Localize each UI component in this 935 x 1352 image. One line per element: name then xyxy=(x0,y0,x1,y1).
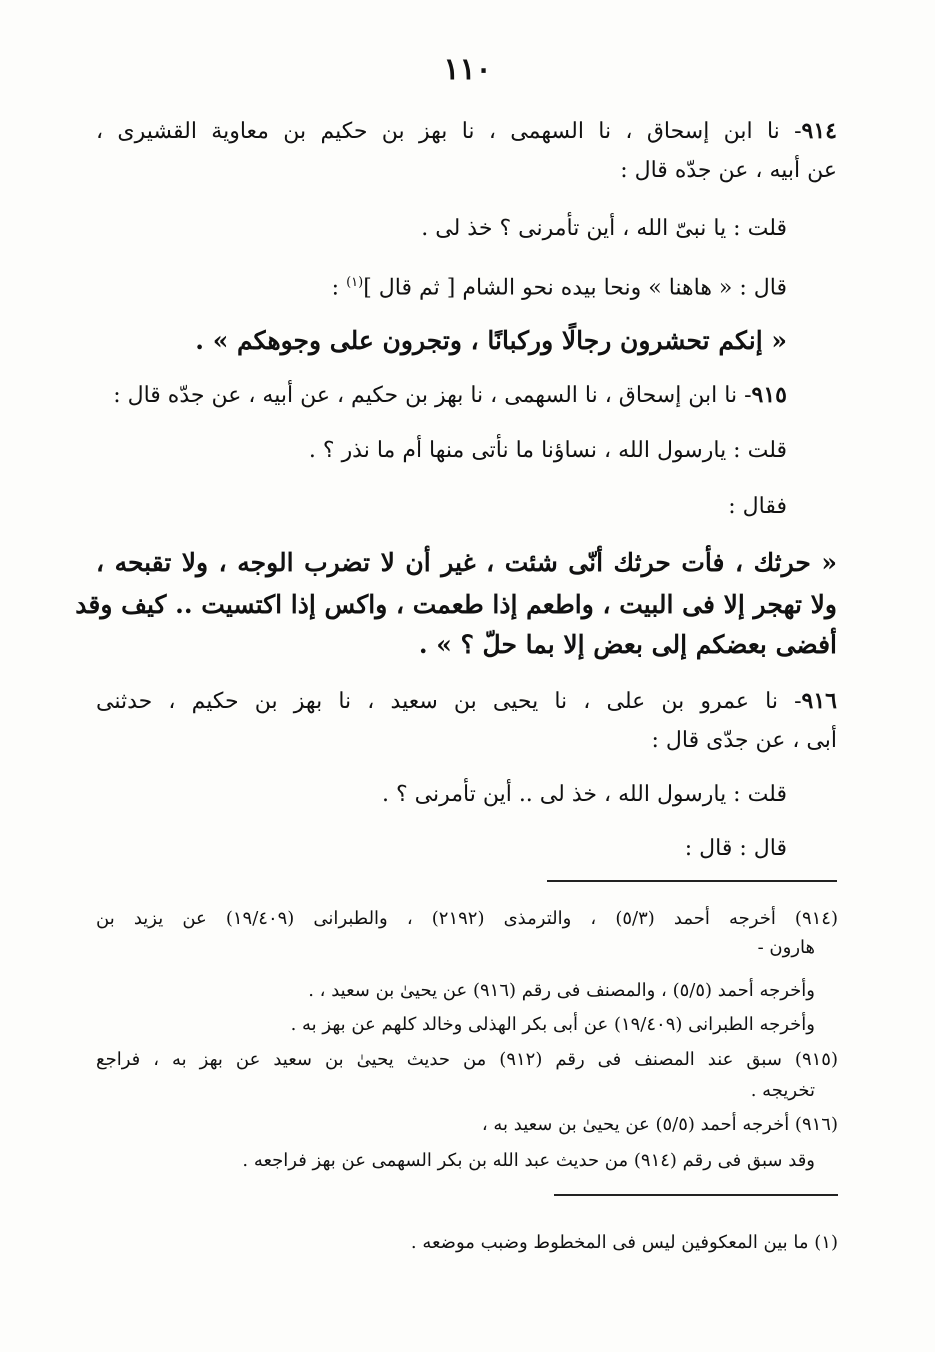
takhrij-line-4: وأخرجه الطبرانى (١٩/٤٠٩) عن أبى بكر الهذلى وخالد كلهم عن بهز به . xyxy=(290,1014,815,1035)
hadith-915-said: فقال : xyxy=(728,494,787,519)
hadith-915-prophetic-text-3: أفضى بعضكم إلى بعض إلا بما حلّ ؟ » . xyxy=(418,630,837,659)
hadith-915-line-1: ٩١٥- نا ابن إسحاق ، نا السهمى ، نا بهز بن حكيم ، عن أبيه ، عن جدّه قال : xyxy=(113,382,787,408)
hadith-915-prophetic-text-2: ولا تهجر إلا فى البيت ، واطعم إذا طعمت ، واكس إذا اكتسيت .. كيف وقد xyxy=(75,590,837,619)
hadith-914-answer: قال : « هاهنا » ونحا بيده نحو الشام [ ثم قال ]$^{(١)}$ : xyxy=(331,275,787,301)
takhrij-line-6: تخريجه . xyxy=(750,1080,815,1101)
hadith-number: ٩١٥ xyxy=(751,382,787,408)
takhrij-line-3: وأخرجه أحمد (٥/٥) ، والمصنف فى رقم (٩١٦) عن يحيىٰ بن سعيد ، . xyxy=(308,980,815,1001)
hadith-916-question: قلت : يارسول الله ، خذ لى .. أين تأمرنى ؟ . xyxy=(381,782,787,807)
footnote-separator xyxy=(554,1194,838,1196)
hadith-914-prophetic-text: « إنكم تحشرون رجالًا وركبانًا ، وتجرون على وجوهكم » . xyxy=(195,326,787,355)
hadith-916-line-1: ٩١٦- نا عمرو بن على ، نا يحيى بن سعيد ، نا بهز بن حكيم ، حدثنى xyxy=(96,688,837,714)
hadith-914-line-2: عن أبيه ، عن جدّه قال : xyxy=(620,158,837,183)
hadith-number: ٩١٤ xyxy=(801,118,837,144)
takhrij-line-2: هارون - xyxy=(757,937,815,958)
footnote-1: (١) ما بين المعكوفين ليس فى المخطوط وضبب موضعه . xyxy=(410,1232,838,1253)
takhrij-separator xyxy=(547,880,837,882)
hadith-916-line-2: أبى ، عن جدّى قال : xyxy=(651,728,837,753)
footnote-marker: (١) xyxy=(346,275,364,290)
hadith-914-question: قلت : يا نبىّ الله ، أين تأمرنى ؟ خذ لى . xyxy=(421,216,787,241)
hadith-915-question: قلت : يارسول الله ، نساؤنا ما نأتى منها أم ما نذر ؟ . xyxy=(308,438,787,463)
hadith-915-prophetic-text-1: « حرثك ، فأت حرثك أنّى شئت ، غير أن لا تضرب الوجه ، ولا تقبحه ، xyxy=(96,548,837,577)
takhrij-line-7: (٩١٦) أخرجه أحمد (٥/٥) عن يحيىٰ بن سعيد به ، xyxy=(481,1114,838,1135)
hadith-914-line-1: ٩١٤- نا ابن إسحاق ، نا السهمى ، نا بهز بن حكيم بن معاوية القشيرى ، xyxy=(96,118,837,144)
takhrij-line-5: (٩١٥) سبق عند المصنف فى رقم (٩١٢) من حديث يحيىٰ بن سعيد عن بهز به ، فراجع xyxy=(96,1049,838,1070)
takhrij-line-8: وقد سبق فى رقم (٩١٤) من حديث عبد الله بن بكر السهمى عن بهز فراجعه . xyxy=(242,1150,815,1171)
page-number: ١١٠ xyxy=(443,52,492,87)
hadith-number: ٩١٦ xyxy=(801,688,837,714)
takhrij-line-1: (٩١٤) أخرجه أحمد (٥/٣) ، والترمذى (٢١٩٢) ، والطبرانى (١٩/٤٠٩) عن يزيد بن xyxy=(96,908,838,929)
hadith-916-answer: قال : قال : xyxy=(684,836,787,861)
